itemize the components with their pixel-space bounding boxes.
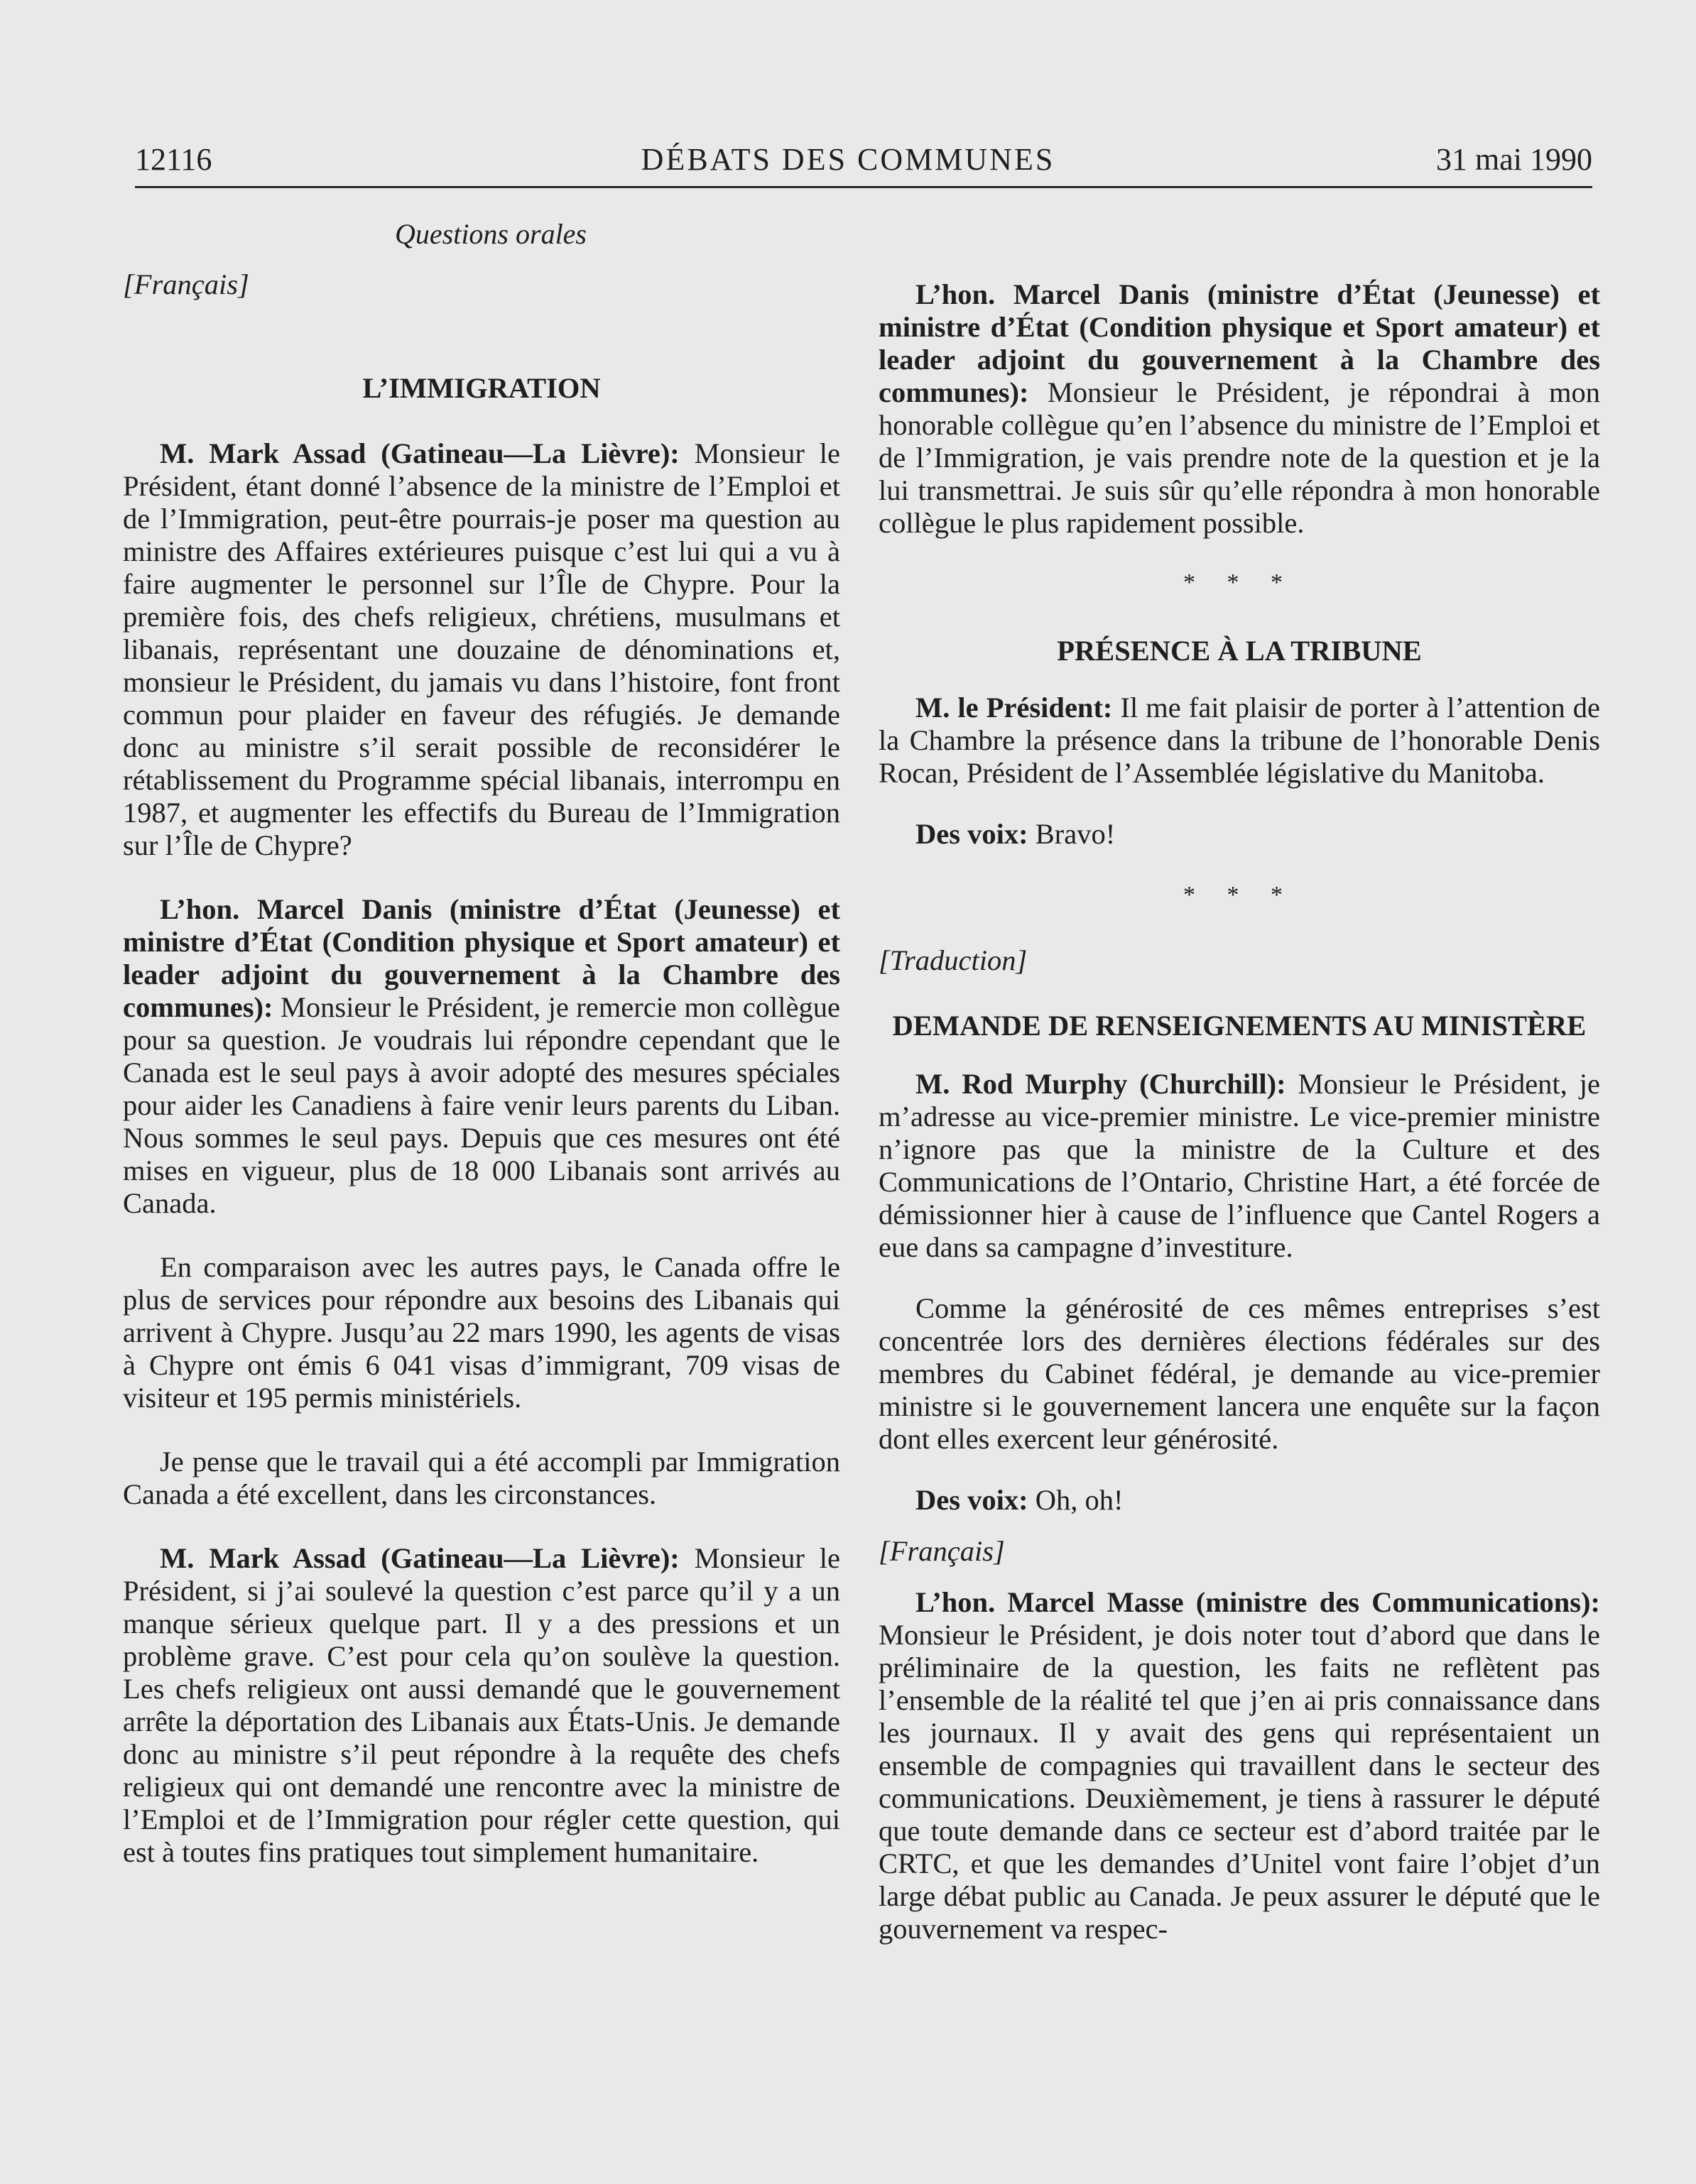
section-separator: * * * bbox=[1183, 882, 1295, 908]
section-heading-immigration: L’IMMIGRATION bbox=[362, 372, 601, 404]
page-number: 12116 bbox=[135, 142, 212, 177]
speech-text: Monsieur le Président, je remercie mon collègue pour sa question. Je voudrais lui répondre cependant que le Canada est le seul pays à avoir adopté des mesures spéciales pour aider les Canadiens à faire venir leurs parents du Liban. Nous sommes le seul pays. Depuis que ces mesures ont été mises en vigueur, plus de 18 000 Libanais sont arrivés au Canada. bbox=[123, 991, 840, 1219]
paragraph bbox=[123, 893, 840, 1220]
speech-text: Il me fait plaisir de porter à l’attention de la Chambre la présence dans la tribune de l’honorable Denis Rocan, Président de l’Assemblée législative du Manitoba. bbox=[879, 692, 1601, 789]
paragraph: En comparaison avec les autres pays, le Canada offre le plus de services pour répondre aux besoins des Libanais qui arrivent à Chypre. Jusqu’au 22 mars 1990, les agents de visas à Chypre ont émis 6 041 visas d’immigrant, 709 visas de visiteur et 195 permis ministériels. bbox=[123, 1251, 840, 1414]
speaker: M. Mark Assad (Gatineau—La Lièvre): bbox=[160, 437, 680, 469]
speaker: Des voix: bbox=[915, 1484, 1028, 1516]
speaker: Des voix: bbox=[915, 818, 1028, 850]
paragraph bbox=[123, 437, 840, 862]
speaker: L’hon. Marcel Danis (ministre d’État (Jeunesse) et ministre d’État (Condition physique et Sport amateur) et leader adjoint du gouvernement à la Chambre des communes): bbox=[879, 278, 1600, 408]
section-heading-tribune: PRÉSENCE À LA TRIBUNE bbox=[1057, 635, 1422, 667]
language-tag: [Traduction] bbox=[879, 944, 1028, 976]
speech-text: Monsieur le Président, je m’adresse au vice-premier ministre. Le vice-premier ministre n’ignore pas que la ministre de la Culture et des Communications de l’Ontario, Christine Hart, a été forcée de démissionner hier à cause de l’influence que Cantel Rogers a eue dans sa campagne d’investiture. bbox=[879, 1068, 1601, 1263]
language-tag: [Français] bbox=[123, 268, 249, 300]
speech-text: Monsieur le Président, étant donné l’absence de la ministre de l’Emploi et de l’Immigration, peut-être pourrais-je poser ma question au ministre des Affaires extérieures puisque c’est lui qui a vu à faire augmenter le personnel sur l’Île de Chypre. Pour la première fois, des chefs religieux, chrétiens, musulmans et libanais, représentant une douzaine de dénominations et, monsieur le Président, du jamais vu dans l’histoire, font front commun pour plaider en faveur des réfugiés. Je demande donc au ministre s’il serait possible de reconsidérer le rétablissement du Programme spécial libanais, interrompu en 1987, et augmenter les effectifs du Bureau de l’Immigration sur l’Île de Chypre? bbox=[123, 437, 840, 861]
speaker: M. le Président: bbox=[915, 692, 1113, 724]
paragraph: Comme la générosité de ces mêmes entreprises s’est concentrée lors des dernières élections fédérales sur des membres du Cabinet fédéral, je demande au vice-premier ministre si le gouvernement lancera une enquête sur la façon dont elles exercent leur générosité. bbox=[879, 1292, 1600, 1455]
section-separator: * * * bbox=[1183, 569, 1295, 596]
paragraph bbox=[879, 1068, 1600, 1264]
running-head: Questions orales bbox=[395, 218, 587, 250]
speech-text: Bravo! bbox=[1028, 818, 1116, 850]
speech-text: Monsieur le Président, si j’ai soulevé la question c’est parce qu’il y a un manque sérieux quelque part. Il y a des pressions et un problème grave. C’est pour cela qu’on soulève la question. Les chefs religieux ont aussi demandé que le gouvernement arrête la déportation des Libanais aux États-Unis. Je demande donc au ministre s’il peut répondre à la requête des chefs religieux qui ont demandé une rencontre avec la ministre de l’Emploi et de l’Immigration pour régler cette question, qui est à toutes fins pratiques tout simplement humanitaire. bbox=[123, 1542, 840, 1868]
section-heading-renseignements: DEMANDE DE RENSEIGNEMENTS AU MINISTÈRE bbox=[892, 1010, 1587, 1042]
left-column bbox=[123, 256, 840, 1869]
paragraph bbox=[879, 1484, 1600, 1517]
speaker: L’hon. Marcel Danis (ministre d’État (Jeunesse) et ministre d’État (Condition physique et Sport amateur) et leader adjoint du gouvernement à la Chambre des communes): bbox=[123, 893, 840, 1023]
publication-title: DÉBATS DES COMMUNES bbox=[641, 142, 1055, 177]
paragraph bbox=[879, 692, 1600, 790]
publication-date: 31 mai 1990 bbox=[1436, 142, 1592, 177]
paragraph bbox=[879, 1586, 1600, 1945]
language-tag: [Français] bbox=[879, 1535, 1005, 1567]
paragraph bbox=[879, 278, 1600, 540]
speech-text: Oh, oh! bbox=[1028, 1484, 1124, 1516]
paragraph bbox=[123, 1542, 840, 1869]
speaker: L’hon. Marcel Masse (ministre des Communications): bbox=[915, 1586, 1600, 1618]
speaker: M. Rod Murphy (Churchill): bbox=[915, 1068, 1286, 1100]
paragraph bbox=[879, 818, 1600, 851]
right-column bbox=[879, 256, 1600, 1945]
speaker: M. Mark Assad (Gatineau—La Lièvre): bbox=[160, 1542, 680, 1574]
header-rule bbox=[135, 186, 1592, 188]
paragraph: Je pense que le travail qui a été accompli par Immigration Canada a été excellent, dans les circonstances. bbox=[123, 1446, 840, 1510]
speech-text: Monsieur le Président, je répondrai à mon honorable collègue qu’en l’absence du ministre de l’Emploi et de l’Immigration, je vais prendre note de la question et je la lui transmettrai. Je suis sûr qu’elle répondra à mon honorable collègue le plus rapidement possible. bbox=[879, 376, 1600, 539]
speech-text: Monsieur le Président, je dois noter tout d’abord que dans le préliminaire de la question, les faits ne reflètent pas l’ensemble de la réalité tel que j’en ai pris connaissance dans les journaux. Il y avait des gens qui représentaient un ensemble de compagnies qui travaillent dans le secteur des communications. Deuxièmement, je tiens à rassurer le député que toute demande dans ce secteur est d’abord traitée par le CRTC, et que les demandes d’Unitel vont faire l’objet d’un large débat public au Canada. Je peux assurer le député que le gouvernement va respec- bbox=[879, 1619, 1600, 1945]
